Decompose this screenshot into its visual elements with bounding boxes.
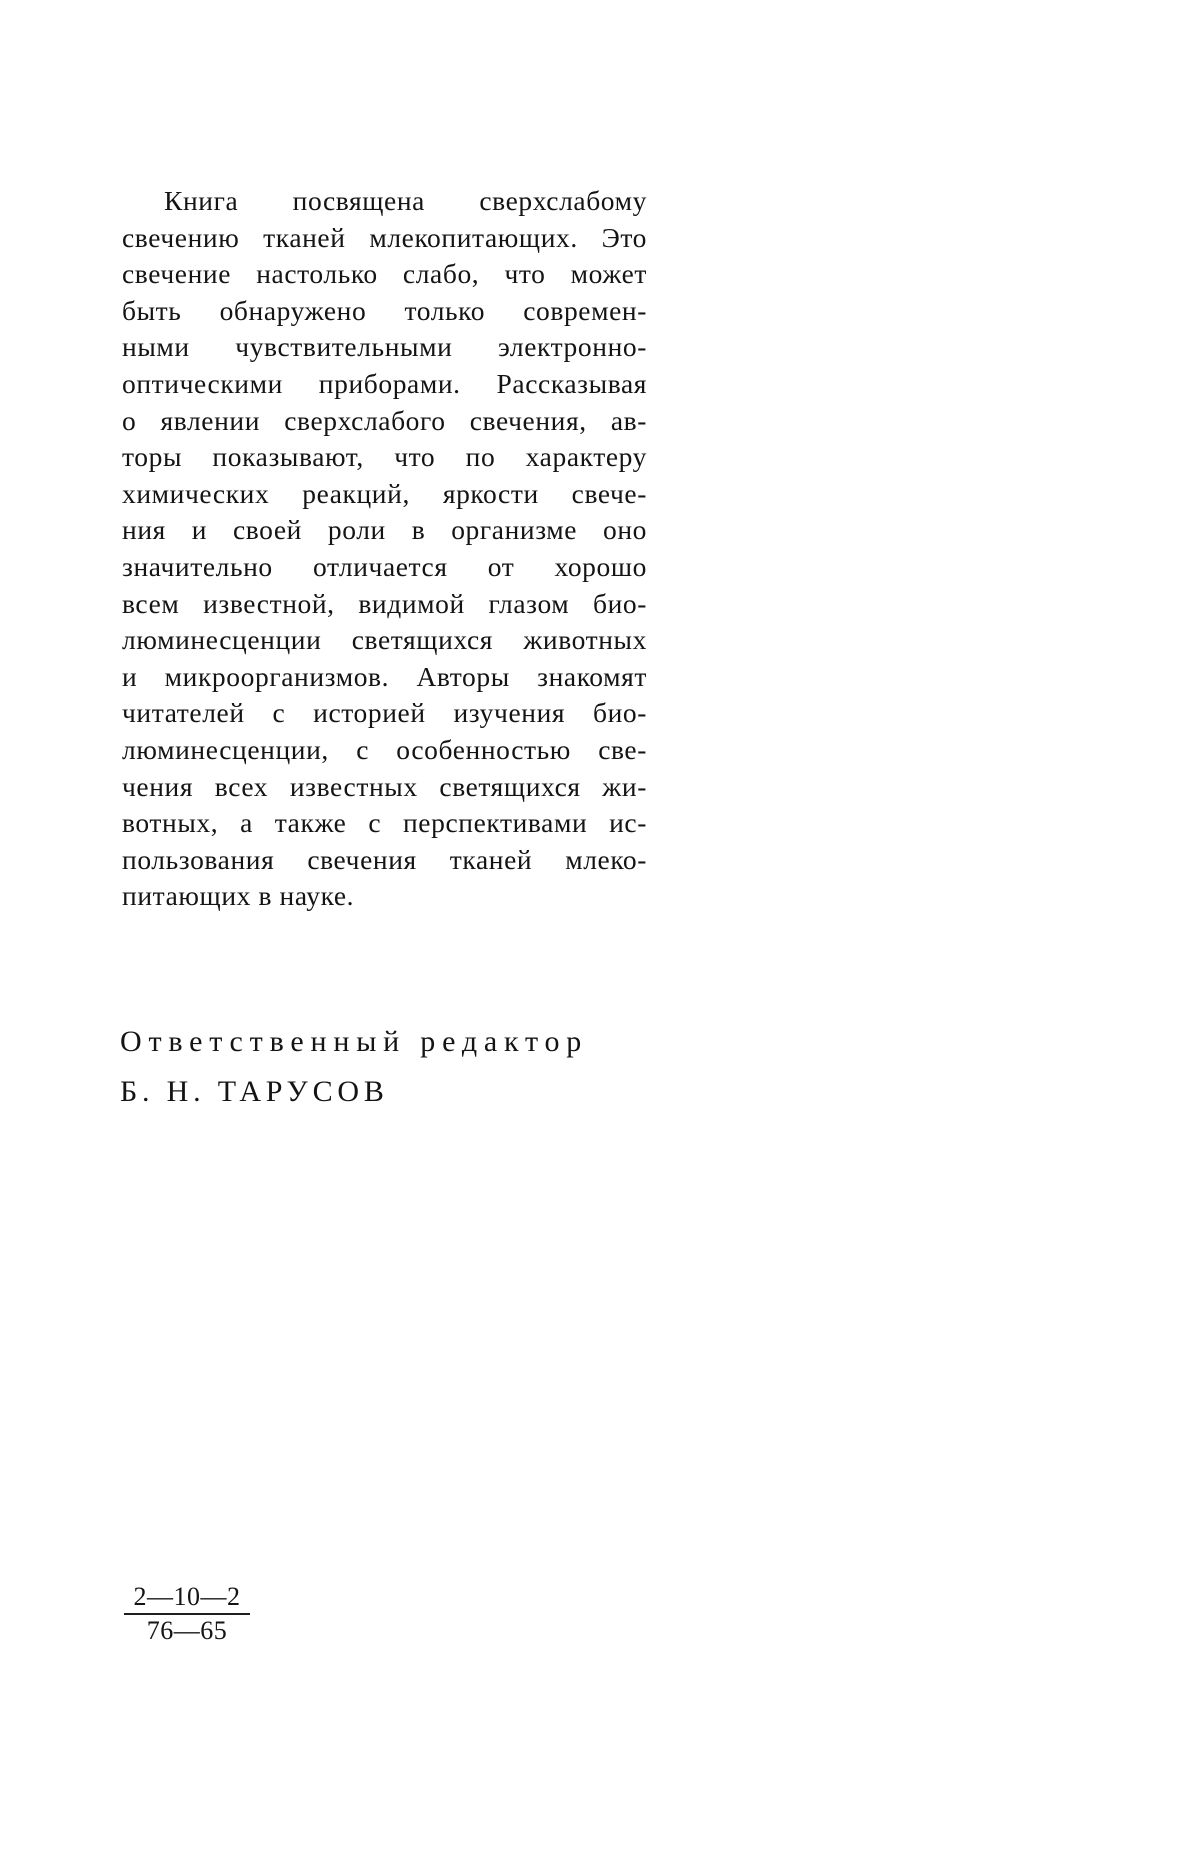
annotation-line: люминесценции, с особенностью све- <box>122 733 647 765</box>
annotation-line: оптическими приборами. Рассказывая <box>122 367 647 399</box>
responsible-editor-block <box>120 1022 680 1112</box>
annotation-line: читателей с историей изучения био- <box>122 697 647 729</box>
book-annotation <box>122 183 647 915</box>
annotation-line: люминесценции светящихся животных <box>122 624 647 656</box>
annotation-line: свечению тканей млекопитающих. Это <box>122 221 647 253</box>
annotation-line: и микроорганизмов. Авторы знакомят <box>122 660 647 692</box>
catalog-index-numerator: 2—10—2 <box>124 1582 250 1615</box>
annotation-line: торы показывают, что по характеру <box>122 441 647 473</box>
annotation-line: Книга посвящена сверхслабому <box>164 185 647 216</box>
annotation-line: ния и своей роли в организме оно <box>122 514 647 546</box>
annotation-line: пользования свечения тканей млеко- <box>122 843 647 875</box>
editor-name: Б. Н. ТАРУСОВ <box>120 1075 389 1108</box>
annotation-line: свечение настолько слабо, что может <box>122 258 647 290</box>
editor-role-label: Ответственный редактор <box>120 1025 589 1058</box>
annotation-line: питающих в науке. <box>122 880 355 912</box>
annotation-line: чения всех известных светящихся жи- <box>122 770 647 802</box>
annotation-line: химических реакций, яркости свече- <box>122 477 647 509</box>
annotation-line: о явлении сверхслабого свечения, ав- <box>122 404 647 436</box>
annotation-line: всем известной, видимой глазом био- <box>122 587 647 619</box>
annotation-line: быть обнаружено только современ- <box>122 294 647 326</box>
annotation-line: ными чувствительными электронно- <box>122 331 647 363</box>
catalog-index-denominator: 76—65 <box>146 1616 228 1645</box>
catalog-index <box>124 1582 250 1646</box>
annotation-line: вотных, а также с перспективами ис- <box>122 807 647 839</box>
annotation-line: значительно отличается от хорошо <box>122 550 647 582</box>
